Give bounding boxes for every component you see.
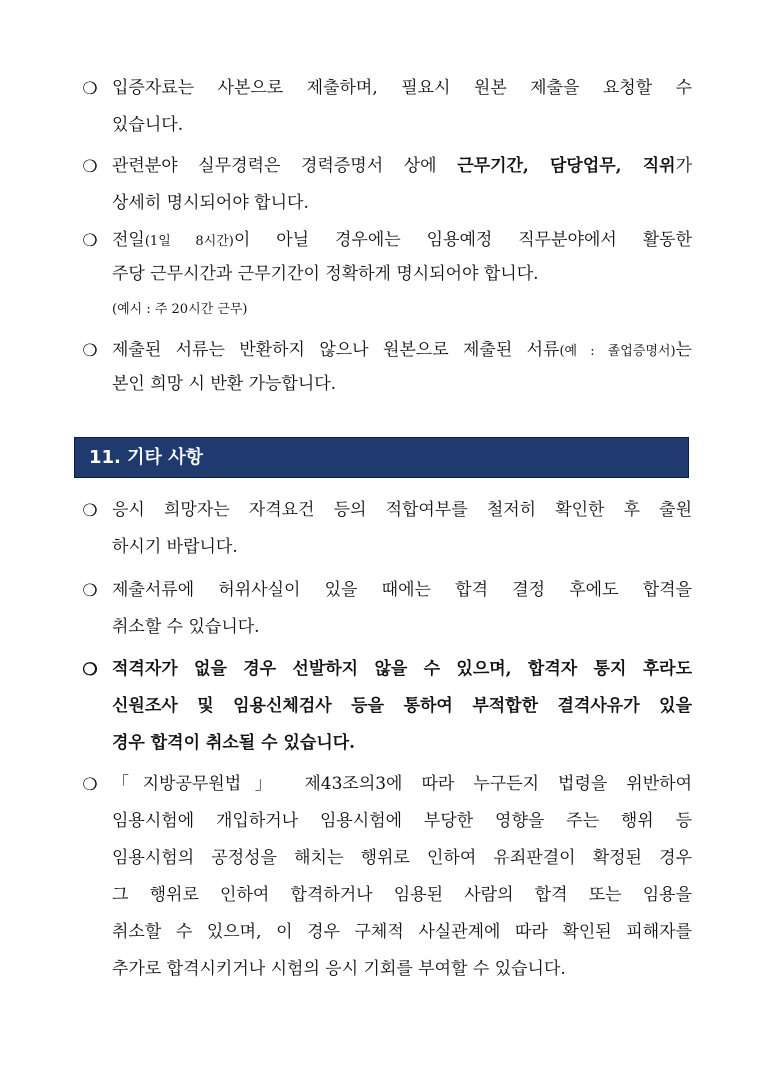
- item-text-line: 주당 근무시간과 근무기간이 정확하게 명시되어야 합니다.: [112, 264, 539, 284]
- item-text-line: 임용시험에 개입하거나 임용시험에 부당한 영향을 주는 행위 등: [112, 811, 692, 831]
- item-text-line: 추가로 합격시키거나 시험의 응시 기회를 부여할 수 있습니다.: [112, 959, 566, 979]
- item-text-line: 하시기 바랍니다.: [112, 537, 238, 557]
- circle-bullet-icon: ❍: [82, 79, 98, 99]
- item-text: 전일: [112, 230, 145, 250]
- item-text: 이 아닐 경우에는 임용예정 직무분야에서 활동한: [233, 230, 692, 250]
- item-text-line: 임용시험의 공정성을 해치는 행위로 인하여 유죄판결이 확정된 경우: [112, 848, 692, 868]
- example-note: (예시 : 주 20시간 근무): [112, 302, 248, 317]
- item-text-line: [112, 154, 692, 178]
- section-title: 11. 기타 사항: [89, 447, 203, 468]
- circle-bullet-icon: ❍: [82, 581, 98, 601]
- item-text-line: 본인 희망 시 반환 가능합니다.: [112, 374, 337, 394]
- item-text: 가: [675, 156, 692, 176]
- item-text-line: 상세히 명시되어야 합니다.: [112, 193, 309, 213]
- item-text: 제출된 서류는 반환하지 않으나 원본으로 제출된 서류: [112, 340, 560, 360]
- circle-bullet-icon: ❍: [82, 231, 98, 251]
- item-text: 는: [675, 340, 692, 360]
- section-header: [74, 437, 689, 478]
- item-text-line: 적격자가 없을 경우 선발하지 않을 수 있으며, 합격자 통지 후라도: [112, 659, 692, 679]
- circle-bullet-icon: ❍: [82, 660, 98, 680]
- item-text-line: 그 행위로 인하여 합격하거나 임용된 사람의 합격 또는 임용을: [112, 885, 692, 905]
- item-text-line: 신원조사 및 임용신체검사 등을 통하여 부적합한 결격사유가 있을: [112, 696, 692, 716]
- emphasis-text: 근무기간, 담당업무, 직위: [457, 156, 676, 176]
- circle-bullet-icon: ❍: [82, 501, 98, 521]
- item-small-text: (1일 8시간): [144, 234, 234, 249]
- item-text-line: 응시 희망자는 자격요건 등의 적합여부를 철저히 확인한 후 출원: [112, 500, 692, 520]
- item-text-line: 경우 합격이 취소될 수 있습니다.: [112, 733, 356, 753]
- item-small-text: (예 : 졸업증명서): [559, 344, 676, 359]
- item-text-line: [112, 338, 692, 362]
- item-text-line: [112, 228, 692, 252]
- item-text-line: 「지방공무원법」 제43조의3에 따라 누구든지 법령을 위반하여: [112, 774, 692, 794]
- circle-bullet-icon: ❍: [82, 775, 98, 795]
- circle-bullet-icon: ❍: [82, 341, 98, 361]
- item-text-line: 취소할 수 있습니다.: [112, 617, 260, 637]
- item-text-line: 취소할 수 있으며, 이 경우 구체적 사실관계에 따라 확인된 피해자를: [112, 922, 692, 942]
- item-text-line: 제출서류에 허위사실이 있을 때에는 합격 결정 후에도 합격을: [112, 580, 692, 600]
- item-text-line: 입증자료는 사본으로 제출하며, 필요시 원본 제출을 요청할 수: [112, 78, 692, 98]
- item-text: 관련분야 실무경력은 경력증명서 상에: [112, 156, 458, 176]
- item-text-line: 있습니다.: [112, 115, 184, 135]
- circle-bullet-icon: ❍: [82, 157, 98, 177]
